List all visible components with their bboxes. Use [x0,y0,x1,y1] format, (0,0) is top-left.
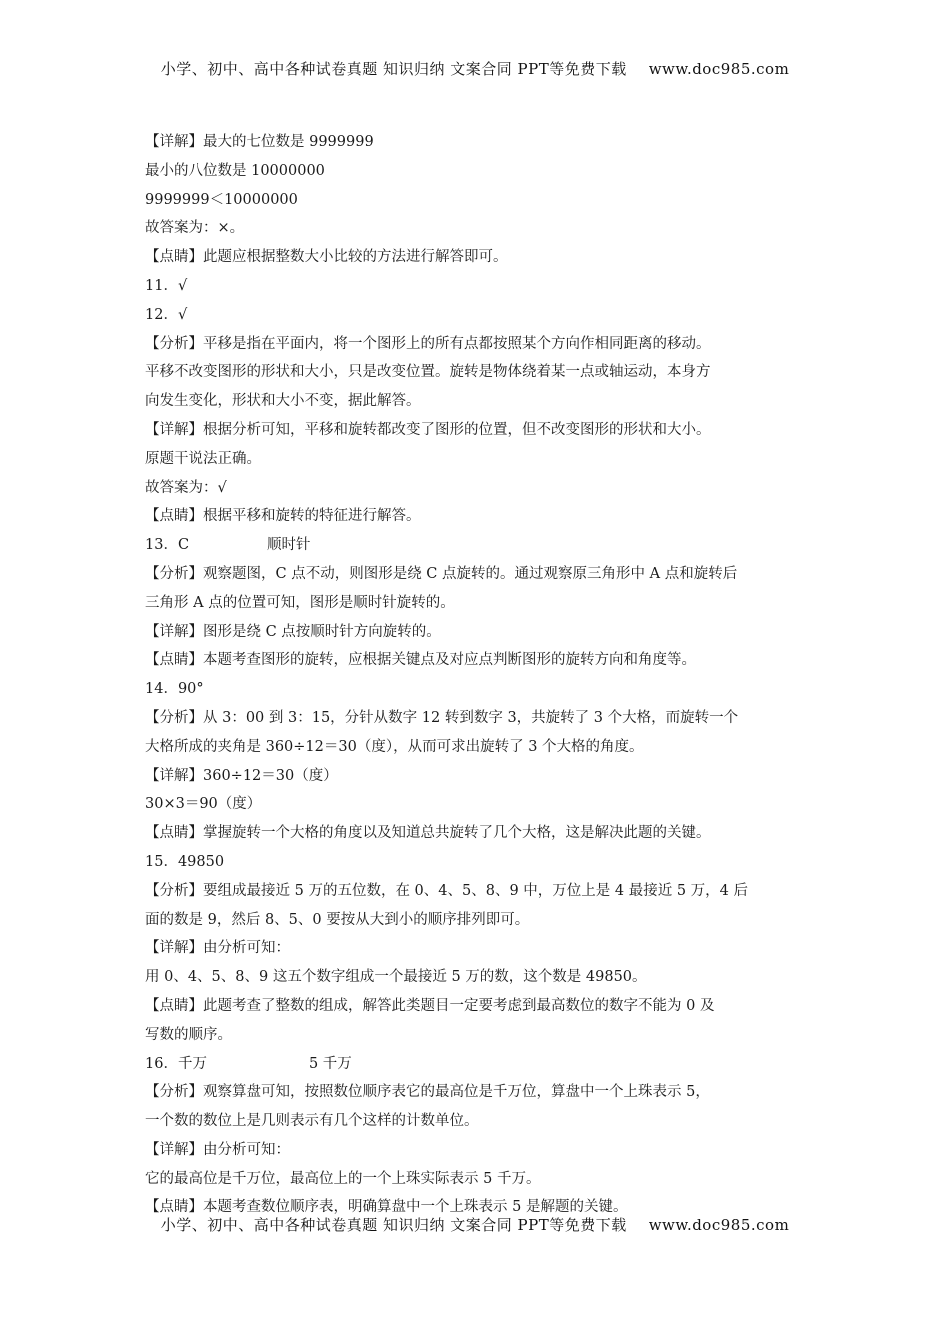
text-line: 大格所成的夹角是 360÷12＝30（度），从而可求出旋转了 3 个大格的角度。 [145,738,644,755]
answer-16-part2: 5 千万 [308,1055,352,1072]
text-line: 【分析】要组成最接近 5 万的五位数，在 0、4、5、8、9 中，万位上是 4 最接近 5 万，4 后 [145,882,749,899]
text-line: 【详解】根据分析可知，平移和旋转都改变了图形的位置，但不改变图形的形状和大小。 [145,421,711,438]
text-line: 【详解】360÷12＝30（度） [145,767,338,784]
answer-16-part1: 16．千万 [145,1055,207,1072]
text-line: 故答案为：×。 [145,220,245,237]
text-line: 【详解】最大的七位数是 9999999 [145,134,374,150]
text-line: 【详解】图形是绕 C 点按顺时针方向旋转的。 [145,623,441,640]
text-line: 它的最高位是千万位，最高位上的一个上珠实际表示 5 千万。 [145,1170,541,1187]
text-line: 三角形 A 点的位置可知，图形是顺时针旋转的。 [145,594,455,611]
text-line: 【分析】从 3：00 到 3：15，分针从数字 12 转到数字 3，共旋转了 3 个大格，而旋转一个 [145,709,739,726]
text-line: 【详解】由分析可知： [145,940,290,957]
text-line: 故答案为：√ [145,479,227,496]
text-line: 一个数的数位上是几则表示有几个这样的计数单位。 [145,1113,479,1130]
text-line: 9999999＜10000000 [145,191,298,208]
text-line: 向发生变化，形状和大小不变，据此解答。 [145,393,421,410]
footer-site-link[interactable]: www.doc985.com [648,1216,790,1234]
answer-12: 12．√ [145,306,188,323]
text-line: 写数的顺序。 [145,1026,232,1043]
text-line: 【分析】观察题图，C 点不动，则图形是绕 C 点旋转的。通过观察原三角形中 A 点和旋转后 [145,565,738,582]
text-line: 【点睛】掌握旋转一个大格的角度以及知道总共旋转了几个大格，这是解决此题的关键。 [145,825,711,842]
text-line: 【点睛】本题考查数位顺序表，明确算盘中一个上珠表示 5 是解题的关键。 [145,1199,628,1216]
text-line: 最小的八位数是 10000000 [145,162,325,179]
text-line: 【详解】由分析可知： [145,1141,290,1158]
text-line: 【分析】平移是指在平面内，将一个图形上的所有点都按照某个方向作相同距离的移动。 [145,335,711,352]
text-line: 30×3＝90（度） [145,796,262,813]
answer-13 [145,531,815,560]
answer-13-part1: 13．C [145,537,190,554]
answer-14: 14．90° [145,681,204,698]
page-footer [0,1214,950,1235]
text-line: 面的数是 9，然后 8、5、0 要按从大到小的顺序排列即可。 [145,911,530,928]
answer-15: 15．49850 [145,853,225,870]
page-header [0,58,950,79]
answer-13-part2: 顺时针 [267,537,311,554]
text-line: 【点睛】此题应根据整数大小比较的方法进行解答即可。 [145,249,508,266]
text-line: 【点睛】本题考查图形的旋转，应根据关键点及对应点判断图形的旋转方向和角度等。 [145,652,696,669]
answer-11: 11．√ [145,277,188,294]
document-body [145,128,815,1222]
footer-text: 小学、初中、高中各种试卷真题 知识归纳 文案合同 PPT等免费下载 [160,1216,627,1234]
text-line: 【点睛】此题考查了整数的组成，解答此类题目一定要考虑到最高数位的数字不能为 0 及 [145,997,715,1014]
header-site-link[interactable]: www.doc985.com [648,60,790,78]
text-line: 平移不改变图形的形状和大小，只是改变位置。旋转是物体绕着某一点或轴运动，本身方 [145,364,711,381]
text-line: 原题干说法正确。 [145,450,261,467]
answer-16 [145,1050,815,1079]
header-text: 小学、初中、高中各种试卷真题 知识归纳 文案合同 PPT等免费下载 [160,60,627,78]
text-line: 【分析】观察算盘可知，按照数位顺序表它的最高位是千万位，算盘中一个上珠表示 5， [145,1084,710,1101]
text-line: 用 0、4、5、8、9 这五个数字组成一个最接近 5 万的数，这个数是 49850。 [145,969,647,986]
text-line: 【点睛】根据平移和旋转的特征进行解答。 [145,508,421,525]
